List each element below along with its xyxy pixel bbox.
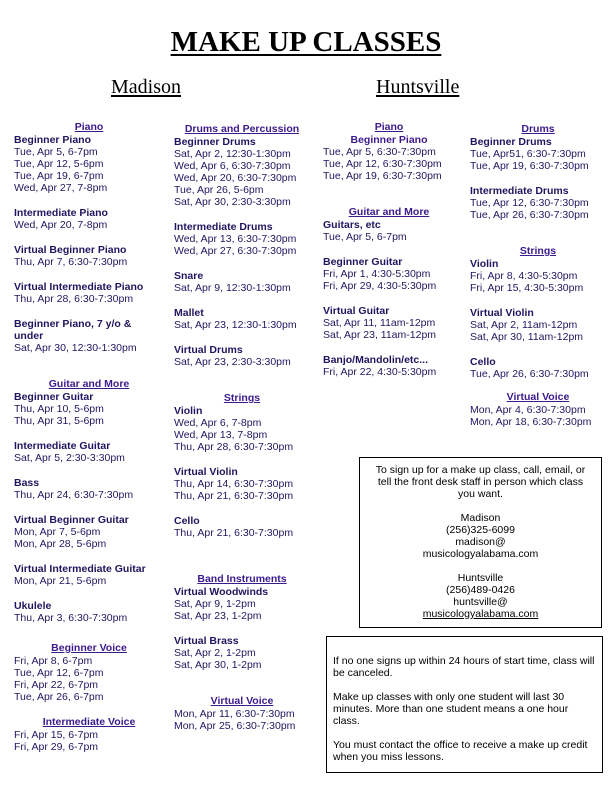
session: Mon, Apr 25, 6:30-7:30pm [174,720,296,732]
class-name: Mallet [174,307,204,319]
session: Fri, Apr 22, 4:30-5:30pm [323,366,437,378]
class-group [14,244,164,268]
section-title: Strings [223,392,261,404]
class-name: Virtual Brass [174,635,239,647]
session: Sat, Apr 30, 1-2pm [174,659,262,671]
session: Sat, Apr 9, 12:30-1:30pm [174,282,291,294]
class-name: Intermediate Piano [14,207,108,219]
section-virtual-voice [470,391,606,428]
section-title: Intermediate Voice [42,716,136,728]
class-name: Banjo/Mandolin/etc... [323,354,429,366]
session: Sat, Apr 30, 12:30-1:30pm [14,342,137,354]
class-group [14,318,164,354]
class-group [470,136,606,172]
class-name: Cello [470,356,496,368]
madison-right-column [174,123,310,732]
session: Mon, Apr 28, 5-6pm [14,538,107,550]
class-name: Beginner Guitar [323,256,403,268]
section-guitar-and-more [14,378,164,624]
section-drums [470,123,606,221]
class-name: Intermediate Drums [174,221,273,233]
class-name: Beginner Piano [14,134,92,146]
madison-contact [368,512,593,560]
class-group [470,185,606,221]
class-group [14,391,164,427]
session: Tue, Apr 5, 6-7pm [14,146,98,158]
session: Thu, Apr 31, 5-6pm [14,415,104,427]
class-name: Beginner Piano, 7 y/o & under [14,318,132,342]
session: Sat, Apr 23, 1-2pm [174,610,262,622]
policy-box [326,636,603,773]
section-piano [323,121,455,182]
section-band-instruments [174,573,310,671]
section-title: Virtual Voice [210,695,274,707]
session: Tue, Apr 26, 5-6pm [174,184,264,196]
section-title: Guitar and More [48,378,130,390]
session: Tue, Apr 5, 6:30-7:30pm [323,146,436,158]
class-name: Beginner Guitar [14,391,94,403]
section-beginner-voice [14,642,164,703]
session: Sat, Apr 9, 1-2pm [174,598,256,610]
class-name: Virtual Beginner Guitar [14,514,129,526]
session: Tue, Apr51, 6:30-7:30pm [470,148,586,160]
class-group [174,405,310,453]
session: Wed, Apr 13, 6:30-7:30pm [174,233,297,245]
session: Mon, Apr 18, 6:30-7:30pm [470,416,592,428]
session: Sat, Apr 2, 1-2pm [174,647,256,659]
class-name: Virtual Violin [174,466,238,478]
section-title: Piano [74,121,104,133]
session: Thu, Apr 24, 6:30-7:30pm [14,489,134,501]
session: Wed, Apr 6, 7-8pm [174,417,262,429]
class-name: Guitars, etc [323,219,381,231]
session: Tue, Apr 19, 6-7pm [14,170,104,182]
section-piano [14,121,164,354]
session: Tue, Apr 12, 5-6pm [14,158,104,170]
session: Mon, Apr 4, 6:30-7:30pm [470,404,586,416]
session: Fri, Apr 8, 4:30-5:30pm [470,270,578,282]
session: Sat, Apr 30, 2:30-3:30pm [174,196,291,208]
session: Fri, Apr 29, 4:30-5:30pm [323,280,437,292]
session: Wed, Apr 27, 7-8pm [14,182,108,194]
session: Tue, Apr 12, 6-7pm [14,667,104,679]
section-title: Piano [374,121,404,133]
location-madison: Madison [111,76,181,98]
session: Sat, Apr 23, 12:30-1:30pm [174,319,297,331]
class-name: Beginner Piano [350,134,428,146]
session: Tue, Apr 26, 6-7pm [14,691,104,703]
session: Mon, Apr 21, 5-6pm [14,575,107,587]
page-title: MAKE UP CLASSES [170,26,442,58]
class-name: Virtual Guitar [323,305,390,317]
class-group [174,344,310,368]
session: Tue, Apr 19, 6:30-7:30pm [470,160,589,172]
section-title: Drums and Percussion [184,123,300,135]
class-group [14,281,164,305]
session: Fri, Apr 1, 4:30-5:30pm [323,268,431,280]
huntsville-contact [368,572,593,620]
class-group [470,356,606,380]
section-title: Band Instruments [197,573,287,585]
class-name: Snare [174,270,204,282]
session: Tue, Apr 26, 6:30-7:30pm [470,209,589,221]
session: Thu, Apr 28, 6:30-7:30pm [174,441,294,453]
section-guitar-and-more [323,206,455,378]
madison-left-column [14,121,164,753]
class-name: Beginner Drums [174,136,256,148]
session: Tue, Apr 19, 6:30-7:30pm [323,170,442,182]
class-name: Violin [470,258,499,270]
class-name: Virtual Violin [470,307,534,319]
session: Sat, Apr 5, 2:30-3:30pm [14,452,125,464]
contact-phone[interactable]: (256)325-6099 [446,524,515,536]
class-group [174,586,310,622]
policy-duration: Make up classes with only one student will last 30 minutes. More than one student means a one hour class. [333,691,569,727]
class-group [14,563,164,587]
section-drums-and-percussion [174,123,310,368]
session: Thu, Apr 21, 6:30-7:30pm [174,527,294,539]
class-name: Virtual Woodwinds [174,586,269,598]
section-title: Drums [521,123,555,135]
class-name: Ukulele [14,600,52,612]
session: Thu, Apr 10, 5-6pm [14,403,104,415]
class-name: Virtual Drums [174,344,243,356]
session: Fri, Apr 15, 6-7pm [14,729,99,741]
class-group [174,466,310,502]
section-virtual-voice [174,695,310,732]
session: Fri, Apr 22, 6-7pm [14,679,99,691]
session: Wed, Apr 13, 7-8pm [174,429,268,441]
class-group [174,515,310,539]
class-name: Virtual Beginner Piano [14,244,127,256]
class-name: Cello [174,515,200,527]
class-group [470,258,606,294]
section-title: Beginner Voice [51,642,127,654]
session: Wed, Apr 20, 7-8pm [14,219,108,231]
session: Sat, Apr 30, 11am-12pm [470,331,584,343]
session: Tue, Apr 12, 6:30-7:30pm [323,158,442,170]
class-group [470,307,606,343]
session: Tue, Apr 12, 6:30-7:30pm [470,197,589,209]
class-group [14,600,164,624]
section-title: Virtual Voice [506,391,570,403]
section-title: Guitar and More [348,206,430,218]
session: Thu, Apr 28, 6:30-7:30pm [14,293,134,305]
class-group [174,221,310,257]
session: Fri, Apr 8, 6-7pm [14,655,93,667]
session: Thu, Apr 21, 6:30-7:30pm [174,490,294,502]
class-group [323,305,455,341]
policy-credit: You must contact the office to receive a make up credit when you miss lessons. [333,739,588,763]
class-group [14,514,164,550]
class-group [174,635,310,671]
class-group [174,136,310,208]
session: Thu, Apr 3, 6:30-7:30pm [14,612,128,624]
class-name: Intermediate Guitar [14,440,111,452]
session: Sat, Apr 2, 12:30-1:30pm [174,148,291,160]
session: Sat, Apr 2, 11am-12pm [470,319,578,331]
class-group [323,354,455,378]
session: Sat, Apr 23, 11am-12pm [323,329,437,341]
class-group [14,477,164,501]
session: Mon, Apr 7, 5-6pm [14,526,101,538]
session: Fri, Apr 29, 6-7pm [14,741,99,753]
class-name: Intermediate Drums [470,185,569,197]
session: Thu, Apr 7, 6:30-7:30pm [14,256,128,268]
contact-email-link[interactable]: musicologyalabama.com [422,608,539,620]
contact-name: Huntsville [457,572,504,584]
location-huntsville: Huntsville [376,76,460,98]
session: Sat, Apr 23, 2:30-3:30pm [174,356,291,368]
session: Fri, Apr 15, 4:30-5:30pm [470,282,584,294]
signup-intro: To sign up for a make up class, call, email, or tell the front desk staff in person which class you want. [375,464,586,500]
class-name: Virtual Intermediate Guitar [14,563,146,575]
session: Wed, Apr 20, 6:30-7:30pm [174,172,297,184]
section-strings [174,392,310,539]
session: Thu, Apr 14, 6:30-7:30pm [174,478,294,490]
session: Wed, Apr 6, 6:30-7:30pm [174,160,291,172]
session: Mon, Apr 11, 6:30-7:30pm [174,708,295,720]
class-name: Virtual Intermediate Piano [14,281,144,293]
contact-name: Madison [460,512,501,524]
class-group [14,134,164,194]
class-group [174,270,310,294]
class-name: Bass [14,477,40,489]
contact-phone[interactable]: (256)489-0426 [446,584,515,596]
contact-email-user[interactable]: huntsville@ [453,596,508,608]
huntsville-left-column [323,121,455,378]
section-title: Strings [519,245,557,257]
huntsville-right-column [470,123,606,428]
session: Sat, Apr 11, 11am-12pm [323,317,436,329]
session: Tue, Apr 26, 6:30-7:30pm [470,368,589,380]
session: Wed, Apr 27, 6:30-7:30pm [174,245,297,257]
section-strings [470,245,606,380]
session: Tue, Apr 5, 6-7pm [323,231,407,243]
policy-cancel: If no one signs up within 24 hours of start time, class will be canceled. [333,655,595,679]
section-intermediate-voice [14,716,164,753]
signup-box [359,457,602,628]
class-name: Violin [174,405,203,417]
contact-email-domain[interactable]: musicologyalabama.com [422,548,539,560]
class-group [14,207,164,231]
contact-email-user[interactable]: madison@ [455,536,506,548]
class-group [14,440,164,464]
class-group [323,219,455,243]
class-name: Beginner Drums [470,136,552,148]
class-group [174,307,310,331]
class-group [323,256,455,292]
